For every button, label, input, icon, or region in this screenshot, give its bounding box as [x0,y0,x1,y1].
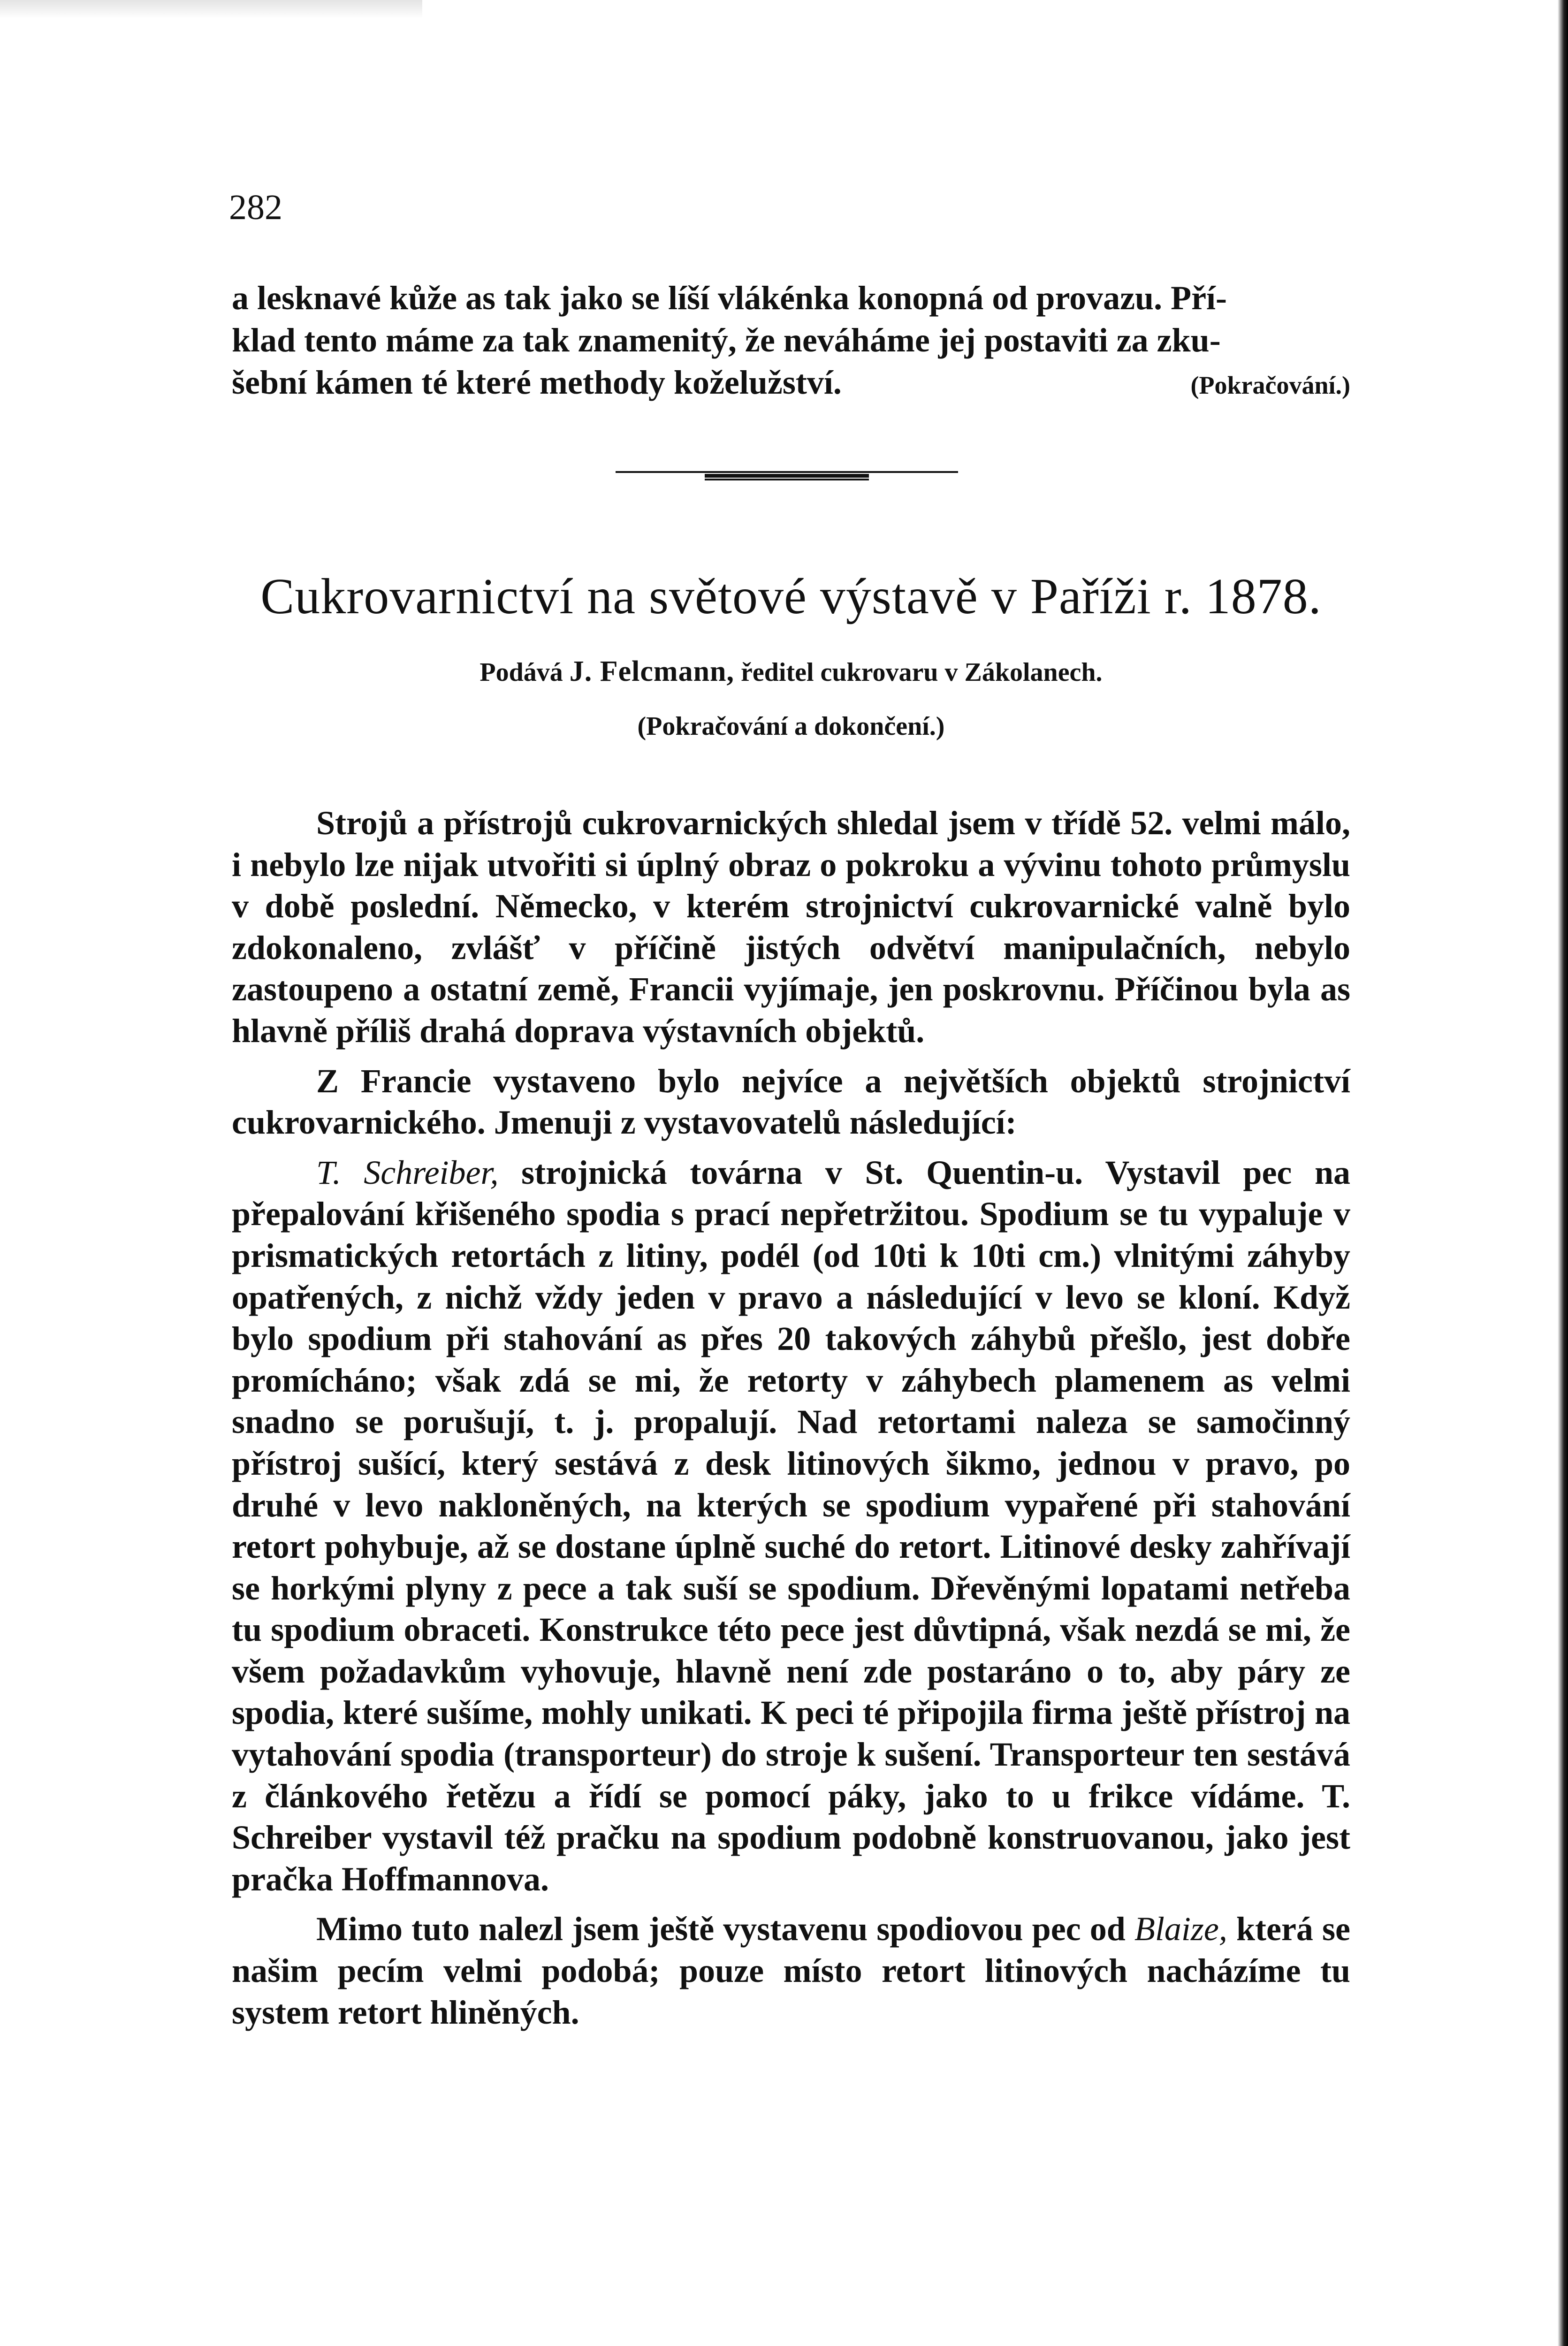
firm-name: T. Schreiber, [316,1153,499,1191]
paragraph: Z Francie vystaveno bylo nejvíce a největších objektů strojnictví cukrovarnického. Jmenuji z vystavovatelů následující: [232,1062,1350,1142]
byline [232,657,1350,686]
continued-tag: (Pokračování.) [1190,371,1350,399]
article-note: (Pokračování a dokončení.) [637,712,945,741]
continuation-line: klad tento máme za tak znamenitý, že neváháme jej postaviti za zku- [232,321,1221,359]
paragraph [232,1152,1350,1900]
section-divider [616,469,958,483]
continuation-last [232,361,1350,406]
byline-suffix: ředitel cukrovaru v Zákolanech. [741,658,1103,687]
paragraph-text: strojnická továrna v St. Quentin-u. Vystavil pec na přepalování křišeného spodia s prací nepřetržitou. Spodium se tu vypaluje v prismatických retortách z litiny, podél (od 10ti k 10ti cm.) vlnitými záhyby opatřených, z nichž vždy jeden v pravo a následující v levo se kloní. Když bylo spodium při stahování as přes 20 takových záhybů přešlo, jest dobře promícháno; však zdá se mi, že retorty v záhybech plamenem as velmi snadno se porušují, t. j. propalují. Nad retortami naleza se samočinný přístroj sušící, který sestává z desk litinových šikmo, jednou v pravo, po druhé v levo nakloněných, na kterých se spodium vypařené při stahování retort pohybuje, až se dostane úplně suché do retort. Litinové desky zahřívají se horkými plyny z pece a tak suší se spodium. Dřevěnými lopatami netřeba tu spodium obraceti. Konstrukce této pece jest důvtipná, však nezdá se mi, že všem požadavkům vyhovuje, hlavně není zde postaráno o to, aby páry ze spodia, které sušíme, mohly unikati. K peci té připojila firma ještě přístroj na vytahování spodia (transporteur) do stroje k sušení. Transporteur ten sestává z článkového řetězu a řídí se pomocí páky, jako to u frikce vídáme. T. Schreiber vystavil též pračku na spodium podobně konstruovanou, jako jest pračka Hoffmannova. [232,1153,1350,1898]
firm-name: Blaize, [1134,1910,1227,1948]
page-number: 282 [229,188,282,227]
article-body [232,802,1350,2033]
scan-edge-right [1558,0,1568,2346]
paragraph [232,1908,1350,2033]
paragraph-text: která se našim pecím velmi podobá; pouze místo retort litinových nacházíme tu system retort hliněných. [232,1910,1350,2031]
continuation-line: šební kámen té které methody koželužství. [232,364,842,401]
author-name: J. Felcmann, [569,655,735,687]
continuation-line: a lesknavé kůže as tak jako se líší vlákénka konopná od provazu. Pří- [232,279,1227,317]
paragraph: Strojů a přístrojů cukrovarnických shledal jsem v třídě 52. velmi málo, i nebylo lze nijak utvořiti si úplný obraz o pokroku a vývinu tohoto průmyslu v době poslední. Německo, v kterém strojnictví cukrovarnické valně bylo zdokonaleno, zvlášť v příčině jistých odvětví manipulačních, nebylo zastoupeno a ostatní země, Francii vyjímaje, jen poskrovnu. Příčinou byla as hlavně příliš drahá doprava výstavních objektů. [232,804,1350,1050]
byline-prefix: Podává [480,658,563,687]
article-title: Cukrovarnictví na světové výstavě v Paříži r. 1878. [260,569,1322,625]
continuation-text [232,277,1350,406]
scan-edge-top [0,0,422,19]
paragraph-text: Mimo tuto nalezl jsem ještě vystavenu spodiovou pec od [316,1910,1126,1948]
